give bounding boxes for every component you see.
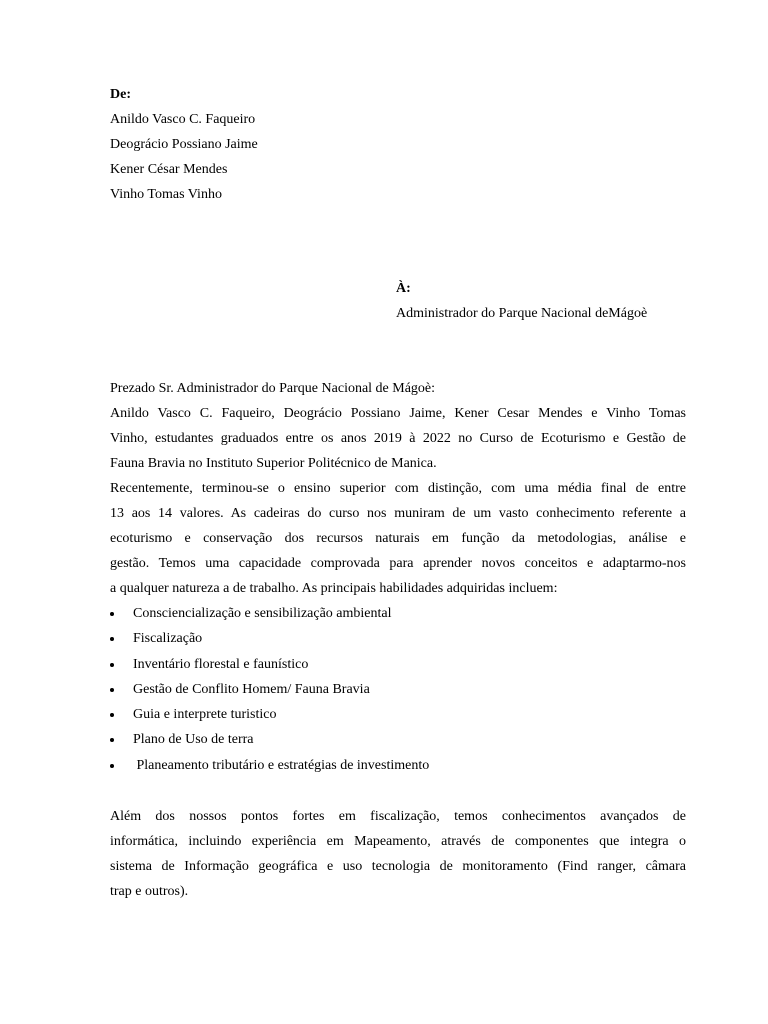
recipient-name: Administrador do Parque Nacional deMágoè (396, 306, 648, 321)
paragraph-line: a qualquer natureza a de trabalho. As principais habilidades adquiridas incluem: (110, 581, 558, 596)
paragraph-line: Fauna Bravia no Instituto Superior Politécnico de Manica. (110, 456, 437, 471)
paragraph-line: 13 aos 14 valores. As cadeiras do curso nos muniram de um vasto conhecimento referente a (110, 506, 686, 521)
paragraph-line: Além dos nossos pontos fortes em fiscalização, temos conhecimentos avançados de (110, 809, 686, 824)
recipient-heading: À: (396, 281, 411, 296)
bullet-icon (110, 637, 114, 641)
skill-label: Fiscalização (133, 631, 203, 647)
paragraph-line: Anildo Vasco C. Faqueiro, Deográcio Possiano Jaime, Kener Cesar Mendes e Vinho Tomas (110, 406, 686, 421)
sender-name: Vinho Tomas Vinho (110, 187, 222, 202)
paragraph-line: gestão. Temos uma capacidade comprovada para aprender novos conceitos e adaptarmo-nos (110, 556, 686, 571)
bullet-icon (110, 738, 114, 742)
skill-label: Consciencialização e sensibilização ambiental (133, 606, 392, 621)
skill-label: Plano de Uso de terra (133, 732, 254, 748)
sender-name: Deográcio Possiano Jaime (110, 137, 258, 152)
bullet-icon (110, 612, 114, 616)
bullet-icon (110, 688, 114, 692)
paragraph-line: informática, incluindo experiência em Mapeamento, através de componentes que integra o (110, 834, 686, 849)
salutation: Prezado Sr. Administrador do Parque Nacional de Mágoè: (110, 381, 436, 396)
skill-label: Gestão de Conflito Homem/ Fauna Bravia (133, 681, 370, 697)
paragraph-line: ecoturismo e conservação dos recursos naturais em função da metodologias, análise e (110, 531, 686, 546)
skill-label: Guia e interprete turistico (133, 707, 277, 723)
sender-name: Anildo Vasco C. Faqueiro (110, 112, 256, 127)
sender-name: Kener César Mendes (110, 162, 228, 177)
paragraph-line: Recentemente, terminou-se o ensino superior com distinção, com uma média final de entre (110, 481, 686, 496)
paragraph-line: trap e outros). (110, 884, 189, 899)
paragraph-line: sistema de Informação geográfica e uso tecnologia de monitoramento (Find ranger, câmara (110, 859, 686, 874)
bullet-icon (110, 764, 114, 768)
skill-label: Inventário florestal e faunístico (133, 656, 309, 672)
paragraph-line: Vinho, estudantes graduados entre os anos 2019 à 2022 no Curso de Ecoturismo e Gestão de (110, 431, 686, 446)
sender-heading: De: (110, 87, 131, 102)
bullet-icon (110, 663, 114, 667)
skill-label: Planeamento tributário e estratégias de investimento (133, 757, 430, 773)
bullet-icon (110, 713, 114, 717)
